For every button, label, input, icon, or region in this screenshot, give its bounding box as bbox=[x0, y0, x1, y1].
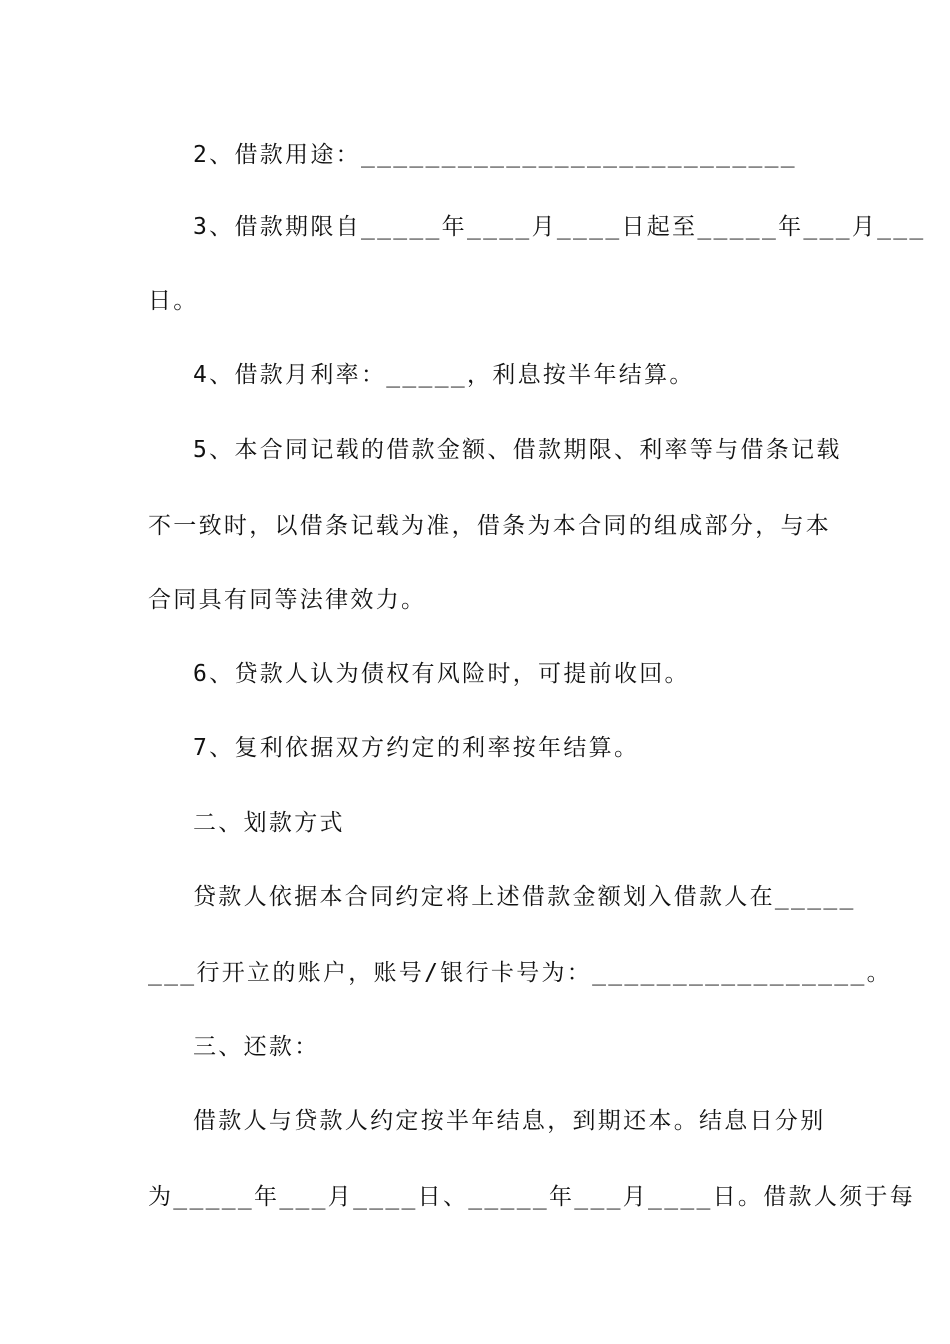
clause-record-conflict: 5、本合同记载的借款金额、借款期限、利率等与借条记载 bbox=[193, 437, 842, 463]
clause-loan-term: 3、借款期限自_____年____月____日起至_____年___月___ bbox=[193, 214, 926, 240]
paragraph-transfer-continued: ___行开立的账户，账号/银行卡号为：_________________。 bbox=[148, 960, 892, 986]
paragraph-repayment: 借款人与贷款人约定按半年结息，到期还本。结息日分别 bbox=[193, 1108, 826, 1134]
clause-record-conflict-end: 合同具有同等法律效力。 bbox=[148, 587, 427, 613]
clause-loan-term-continued: 日。 bbox=[148, 288, 199, 314]
clause-compound-interest: 7、复利依据双方约定的利率按年结算。 bbox=[193, 735, 640, 761]
section-heading-repayment: 三、还款： bbox=[193, 1034, 320, 1060]
clause-loan-purpose: 2、借款用途：___________________________ bbox=[193, 142, 797, 168]
paragraph-transfer: 贷款人依据本合同约定将上述借款金额划入借款人在_____ bbox=[193, 884, 856, 910]
section-heading-transfer: 二、划款方式 bbox=[193, 810, 345, 836]
clause-interest-rate: 4、借款月利率：_____，利息按半年结算。 bbox=[193, 362, 695, 388]
paragraph-repayment-continued: 为_____年___月____日、_____年___月____日。借款人须于每 bbox=[148, 1184, 916, 1210]
clause-early-recall: 6、贷款人认为债权有风险时，可提前收回。 bbox=[193, 661, 690, 687]
clause-record-conflict-continued: 不一致时，以借条记载为准，借条为本合同的组成部分，与本 bbox=[148, 513, 832, 539]
